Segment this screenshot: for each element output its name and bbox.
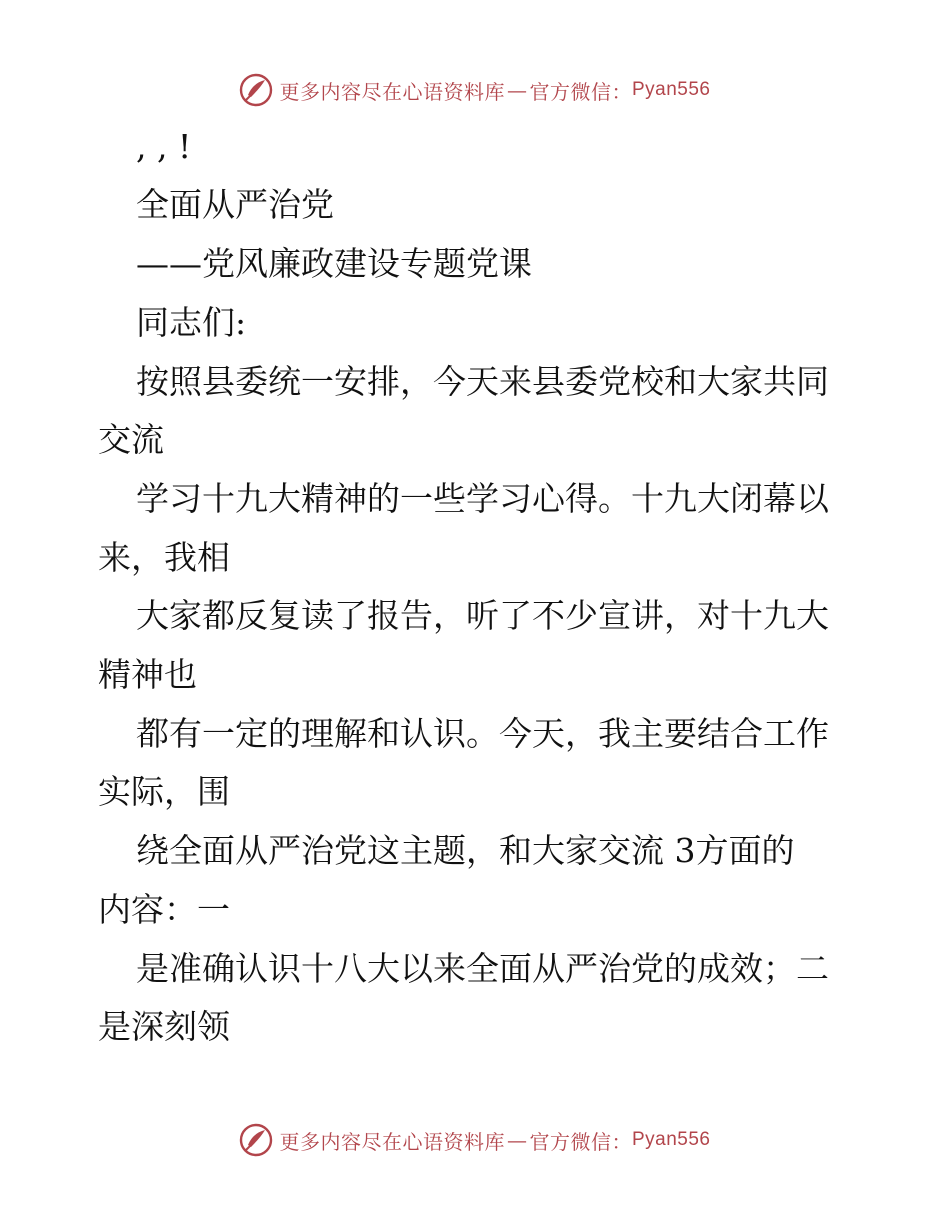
- banner-wechat-id: Pyan556: [631, 1129, 711, 1150]
- footer-banner: [0, 1122, 950, 1158]
- text-line: 按照县委统一安排，今天来县委党校和大家共同: [136, 362, 829, 401]
- banner-wechat-label: 官方微信：: [529, 1129, 632, 1154]
- text-line: 精神也: [98, 655, 197, 694]
- banner-dash: —: [506, 78, 528, 102]
- banner-dash: —: [506, 1128, 528, 1152]
- banner-wechat-label: 官方微信：: [529, 79, 632, 104]
- text-line: 是深刻领: [98, 1007, 230, 1046]
- banner-site-text: 更多内容尽在心语资料库: [279, 79, 505, 104]
- text-line: 内容：一: [98, 890, 230, 929]
- pen-logo-icon: [239, 1123, 273, 1157]
- text-line: , , !: [136, 127, 192, 166]
- text-line: 同志们:: [136, 303, 247, 342]
- text-line: 大家都反复读了报告，听了不少宣讲，对十九大: [136, 596, 829, 635]
- text-line: 来，我相: [98, 538, 230, 577]
- text-line: 都有一定的理解和认识。今天，我主要结合工作: [136, 714, 829, 753]
- text-line: 实际，围: [98, 772, 230, 811]
- text-line: ——党风廉政建设专题党课: [136, 244, 532, 283]
- text-line: 交流: [98, 420, 164, 459]
- banner-wechat-id: Pyan556: [631, 79, 711, 100]
- text-line: 是准确认识十八大以来全面从严治党的成效；二: [136, 949, 829, 988]
- header-banner: [0, 72, 950, 108]
- text-line: 绕全面从严治党这主题，和大家交流 3方面的: [136, 831, 795, 870]
- pen-logo-icon: [239, 73, 273, 107]
- text-line: 学习十九大精神的一些学习心得。十九大闭幕以: [136, 479, 829, 518]
- text-line: 全面从严治党: [136, 185, 334, 224]
- banner-site-text: 更多内容尽在心语资料库: [279, 1129, 505, 1154]
